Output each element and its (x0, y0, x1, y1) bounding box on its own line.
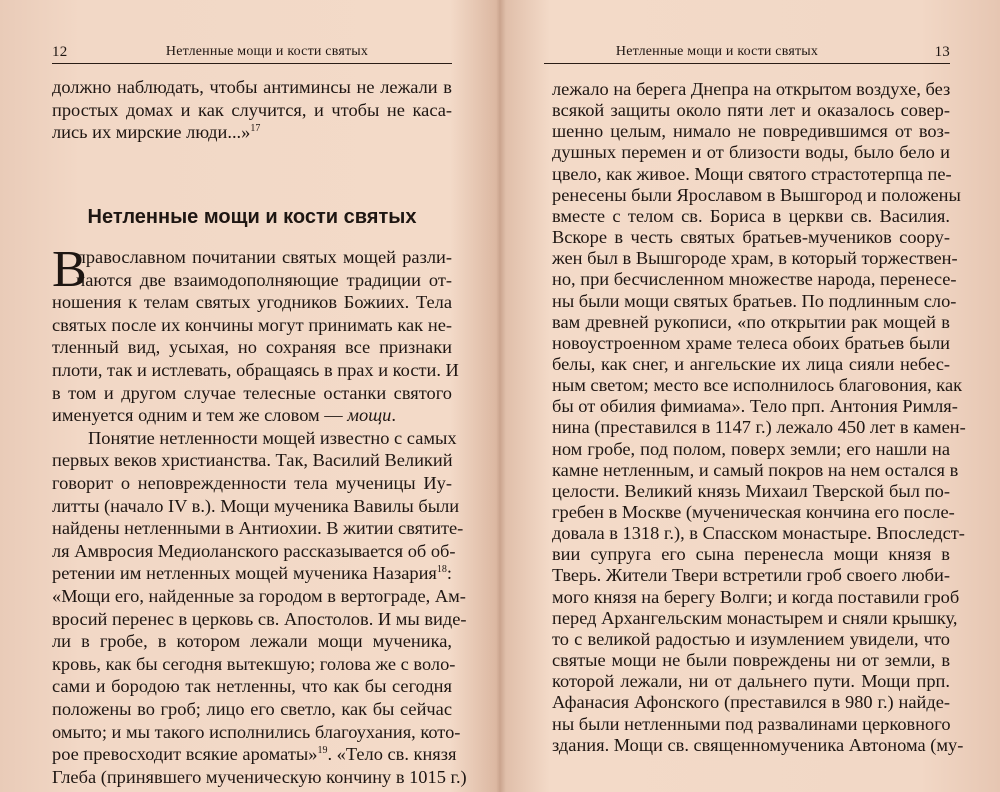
running-head-right (544, 44, 950, 64)
text-line: цвело, как живое. Мощи святого страстотерпца пе- (552, 163, 952, 184)
text-line: вии супруга его сына перенесла мощи князя в (552, 544, 950, 565)
text-line: ретении им нетленных мощей мученика Назария$^{18}$: (52, 563, 452, 584)
text-line: ношения к телам святых угодников Божиих. Тела (52, 292, 452, 313)
text-line: бы от обилия фимиама». Тело прп. Антония Римля- (552, 396, 958, 417)
text-line: мого князя на берегу Волги; и когда поставили гроб (552, 586, 960, 607)
text-line: литты (начало IV в.). Мощи мученика Вавилы были (52, 495, 460, 516)
text-line: должно наблюдать, чтобы антиминсы не лежали в (52, 77, 452, 97)
text-line: Глеба (принявшего мученическую кончину в 1015 г.) (52, 766, 467, 787)
page-number: 13 (934, 44, 950, 60)
text-line: вросий перенес в церковь св. Апостолов. И мы виде- (52, 608, 467, 629)
page-number: 12 (52, 44, 68, 60)
text-line: именуется одним и тем же словом — мощи. (52, 405, 396, 426)
text-line: в том и другом случае телесные останки святого (52, 382, 452, 403)
text-line: Афанасия Афонского (преставился в 980 г.) найде- (552, 692, 950, 713)
text-line: лежало на берега Днепра на открытом воздухе, без (552, 79, 951, 99)
running-head-title: Нетленные мощи и кости святых (615, 44, 819, 59)
text-line: белы, как снег, и ангельские их лица сияли небес- (552, 353, 950, 374)
text-line: кровь, как бы сегодня вытекшую; голова же с воло- (52, 653, 456, 674)
text-line: говорит о неповрежденности тела мученицы Иу- (52, 473, 452, 493)
text-line: ным светом; место все исполнилось благовония, как (552, 375, 963, 396)
text-line: святые мощи не были повреждены ни от земли, в (552, 650, 950, 671)
drop-cap: В (52, 241, 87, 298)
running-head-left (52, 44, 452, 64)
text-line: лись их мирские люди...»$^{17}$ (52, 122, 261, 143)
text-line: найдены нетленными в Антиохии. В житии святите- (52, 518, 464, 539)
section-heading: Нетленные мощи и кости святых (87, 206, 417, 228)
text-line: «Мощи его, найденные за городом в вертограде, Ам- (52, 586, 466, 606)
text-line: положены во гроб; лицо его светло, как бы сейчас (52, 699, 452, 719)
text-line: чаются две взаимодополняющие традиции от- (76, 269, 452, 290)
text-line: сами и бородою так нетленны, что как бы сегодня (52, 676, 452, 697)
text-line: всякой защиты около пяти лет и оказалось совер- (552, 100, 950, 121)
footnote-ref: 19 (317, 745, 328, 757)
text-line: православном почитании святых мощей разли- (76, 247, 452, 267)
text-line: то с великой радостью и изумлением увидели, что (552, 628, 950, 649)
text-line: нина (преставился в 1147 г.) лежало 450 лет в камен- (552, 417, 966, 438)
text-line: душных перемен и от близости воды, было бело и (552, 142, 950, 163)
text-line: ны были нетленными под развалинами церковного (552, 713, 951, 734)
footnote-ref: 18 (436, 564, 447, 576)
text-line: святых после их кончины могут принимать как не- (52, 314, 452, 335)
text-line: камне нетленным, и самый покров на нем остался в (552, 459, 959, 480)
text-line: первых веков христианства. Так, Василий Великий (52, 450, 453, 471)
text-line: тленный вид, усыхая, но сохраняя все признаки (52, 337, 452, 358)
text-line: ля Амвросия Медиоланского рассказывается об об- (52, 540, 456, 561)
text-line: шенно целым, нимало не повредившимся от воз- (552, 121, 950, 142)
text-line: ном гробе, под полом, поверх земли; его нашли на (552, 438, 950, 459)
text-line: Вскоре в честь святых братьев-мучеников соору- (552, 227, 950, 248)
emphasis: мощи (347, 405, 392, 426)
text-line: вместе с телом св. Бориса в церкви св. Василия. (552, 205, 950, 226)
text-line: вам древней рукописи, «по открытии рак мощей в (552, 311, 950, 332)
text-line: здания. Мощи св. священномученика Автонома (му- (552, 734, 964, 755)
text-line: омыто; и мы такого исполнились благоухания, кото- (52, 721, 461, 742)
text-line: перед Архангельским монастырем и сняли крышку, (552, 607, 958, 628)
running-head-title: Нетленные мощи и кости святых (165, 44, 369, 59)
text-line: ренесены были Ярославом в Вышгород и положены (552, 184, 961, 205)
text-line: довала в 1318 г.), в Спасском монастыре. Впоследст- (552, 523, 965, 544)
text-line: рое превосходит всякие ароматы»$^{19}$. «Тело св. князя (52, 744, 457, 765)
text-line: целости. Великий князь Михаил Тверской был по- (552, 480, 950, 501)
footnote-ref: 17 (250, 123, 261, 135)
text-line: гребен в Москве (мученическая кончина его после- (552, 502, 955, 522)
text-line: Тверь. Жители Твери встретили гроб своего люби- (552, 565, 950, 586)
text-line: жен был в Вышгороде храм, в который торжествен- (552, 248, 958, 269)
text-line: которой лежали, ни от дальнего пути. Мощи прп. (552, 671, 950, 692)
text-line: новоустроенном храме телеса обоих братьев были (552, 332, 950, 353)
text-line: плоти, так и истлевать, обращаясь в прах и кости. И (52, 360, 459, 380)
text-line: простых домах и как случится, и чтобы не каса- (52, 99, 452, 120)
text-line: ны были мощи святых братьев. По подлинным сло- (552, 290, 957, 311)
text-line: ли в гробе, в котором лежали мощи мученика, (52, 631, 452, 652)
text-line: Понятие нетленности мощей известно с самых (88, 427, 457, 448)
text-line: но, при бесчисленном множестве народа, перенесе- (552, 269, 957, 290)
